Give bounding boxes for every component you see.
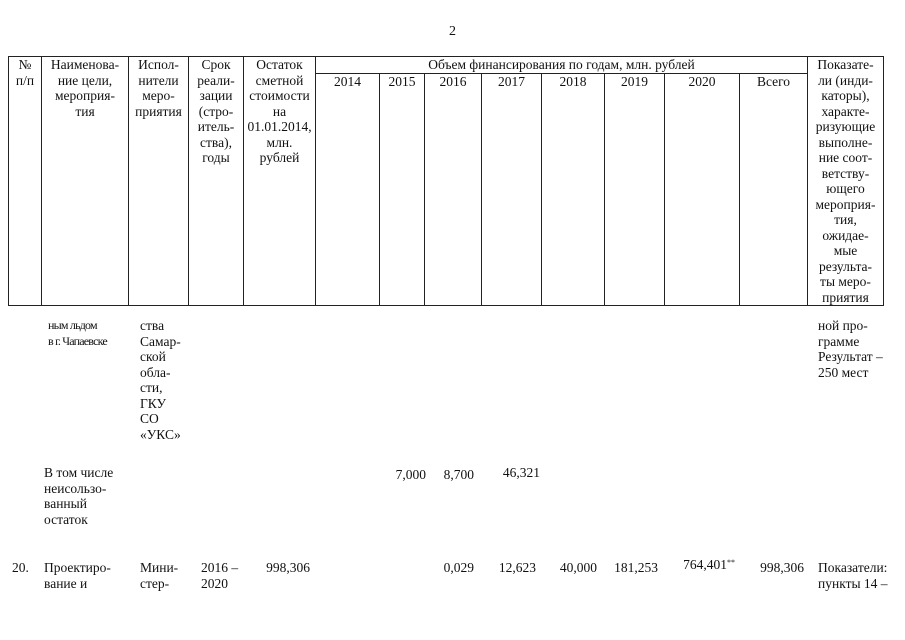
row20-2020 [665, 557, 735, 573]
row20-total: 998,306 [760, 560, 804, 575]
page-number: 2 [449, 24, 456, 39]
subrow-2015: 7,000 [395, 467, 426, 482]
header-num: № п/п [9, 57, 42, 306]
header-year-2020: 2020 [665, 73, 740, 306]
header-year-2018: 2018 [542, 73, 605, 306]
header-funding-group: Объем финансирования по годам, млн. рублей [316, 57, 808, 74]
header-indicators: Показате- ли (инди- каторы), характе- ризующие выполне- ние соот- ветству- ющего мероприя- тия, ожидае- мые результа- ты меро- приятия [808, 57, 884, 306]
row20-2020-value: 764,401 [683, 557, 727, 572]
row20-2020-footnote-mark: ** [727, 558, 735, 567]
header-total: Всего [740, 73, 808, 306]
header-term: Срок реали- зации (стро- итель- ства), годы [189, 57, 244, 306]
header-year-2017: 2017 [482, 73, 542, 306]
header-executor: Испол- нители меро- приятия [129, 57, 189, 306]
header-name: Наименова- ние цели, мероприя- тия [42, 57, 129, 306]
table-header [8, 56, 884, 306]
row20-balance: 998,306 [266, 560, 310, 575]
row20-2016: 0,029 [443, 560, 474, 575]
row20-term: 2016 – 2020 [201, 560, 239, 591]
continuation-indicators: ной про- грамме Результат – 250 мест [818, 318, 883, 380]
continuation-name: ным льдом в г. Чапаевске [48, 318, 107, 348]
row20-indicators: Показатели: пункты 14 – [818, 560, 888, 591]
row20-name: Проектиро- вание и [44, 560, 111, 591]
header-year-2015: 2015 [380, 73, 425, 306]
header-year-2016: 2016 [425, 73, 482, 306]
subrow-name: В том числе неисользо- ванный остаток [44, 465, 114, 527]
subrow-2017: 46,321 [502, 465, 540, 480]
row20-2018: 40,000 [559, 560, 597, 575]
header-year-2014: 2014 [316, 73, 380, 306]
continuation-executor: ства Самар- ской обла- сти, ГКУ СО «УКС» [140, 318, 181, 442]
row20-2019: 181,253 [614, 560, 658, 575]
subrow-2016: 8,700 [443, 467, 474, 482]
header-year-2019: 2019 [605, 73, 665, 306]
row20-2017: 12,623 [498, 560, 536, 575]
row20-num: 20. [12, 560, 29, 575]
header-balance: Остаток сметной стоимости на 01.01.2014, млн. рублей [244, 57, 316, 306]
row20-executor: Мини- стер- [140, 560, 179, 591]
